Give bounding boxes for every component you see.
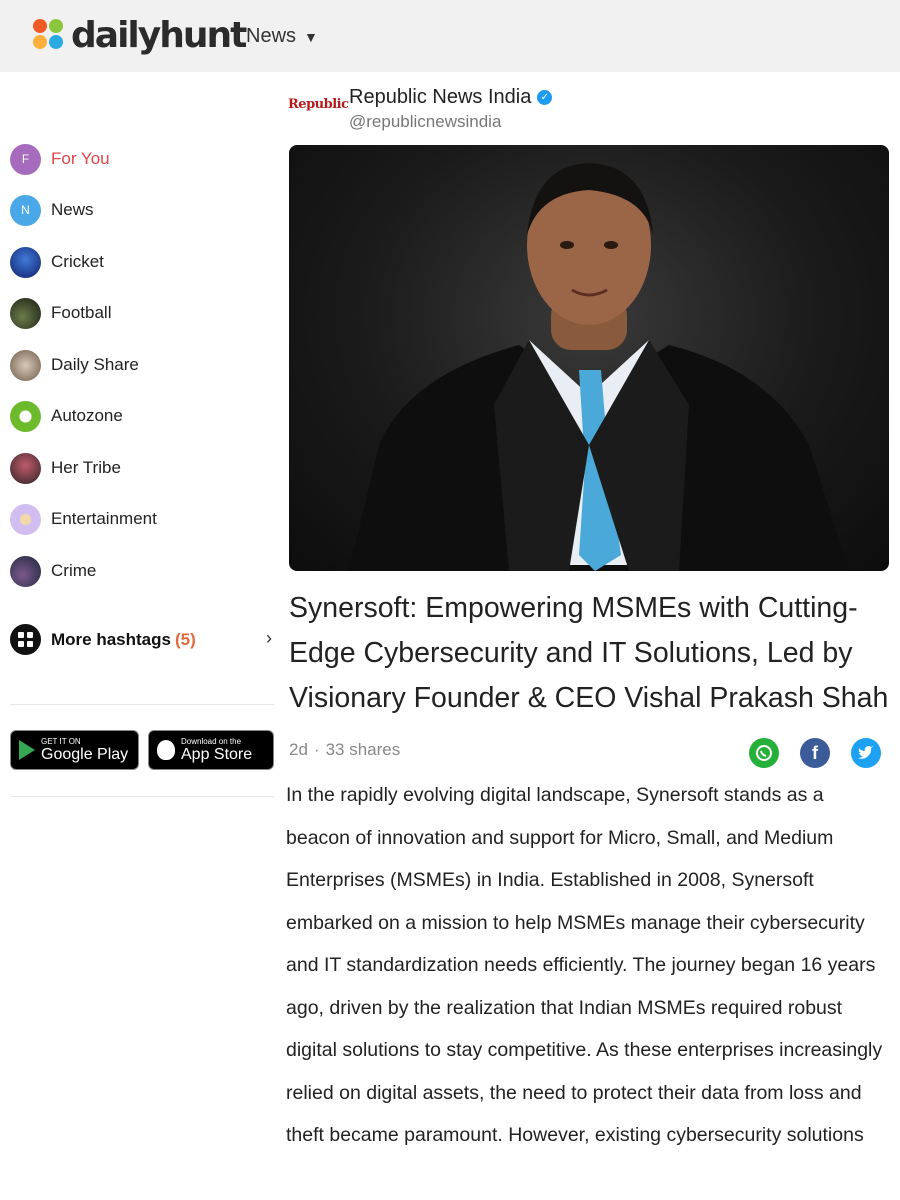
publisher-name-text: Republic News India <box>349 86 532 108</box>
twitter-share-button[interactable] <box>851 738 881 768</box>
entertainment-icon <box>10 504 41 535</box>
sidebar-item-label: Football <box>51 303 112 322</box>
google-play-small: GET IT ON <box>41 736 81 746</box>
sidebar-item-autozone[interactable] <box>10 399 123 433</box>
facebook-icon: f <box>812 742 818 763</box>
more-hashtags-count: (5) <box>174 629 196 649</box>
football-icon <box>10 298 41 329</box>
app-store-button[interactable] <box>148 730 274 770</box>
whatsapp-share-button[interactable] <box>749 738 779 768</box>
chevron-right-icon[interactable]: › <box>266 628 272 648</box>
sidebar-item-label: Entertainment <box>51 509 157 528</box>
google-play-icon <box>19 740 35 760</box>
sidebar-item-football[interactable] <box>10 296 111 330</box>
sidebar-item-her-tribe[interactable] <box>10 451 121 485</box>
cricket-icon <box>10 247 41 278</box>
dailyhunt-logo[interactable] <box>33 14 245 58</box>
article-age: 2d <box>289 740 308 759</box>
sidebar-item-label: Autozone <box>51 406 123 425</box>
divider <box>10 704 274 705</box>
caret-down-icon: ▼ <box>304 28 318 45</box>
sidebar-item-for-you[interactable] <box>10 142 110 176</box>
sidebar-item-crime[interactable] <box>10 554 96 588</box>
article-shares: 33 shares <box>325 740 401 759</box>
sidebar-item-label: News <box>51 200 94 219</box>
sidebar-item-label: For You <box>51 149 110 168</box>
grid-icon <box>10 624 41 655</box>
article-hero-image <box>289 145 889 571</box>
more-hashtags-button[interactable] <box>10 624 196 655</box>
logo-text: dailyhunt <box>71 15 246 56</box>
publisher-logo[interactable]: Republic <box>288 97 349 112</box>
verified-icon: ✓ <box>537 90 552 105</box>
for-you-icon: F <box>10 144 41 175</box>
app-store-small: Download on the <box>181 736 242 746</box>
article-meta: 2d · 33 shares <box>289 740 401 759</box>
google-play-button[interactable] <box>10 730 139 770</box>
news-icon: N <box>10 195 41 226</box>
more-hashtags-label: More hashtags <box>51 629 171 649</box>
facebook-share-button[interactable] <box>800 738 830 768</box>
news-dropdown-label: News <box>246 25 297 47</box>
sidebar-item-cricket[interactable] <box>10 245 104 279</box>
publisher-handle: @republicnewsindia <box>349 112 502 131</box>
whatsapp-icon <box>755 744 773 762</box>
google-play-big: Google Play <box>41 745 129 763</box>
crime-icon <box>10 556 41 587</box>
sidebar-item-label: Her Tribe <box>51 458 121 477</box>
daily-share-icon <box>10 350 41 381</box>
apple-icon <box>157 740 175 760</box>
sidebar-item-news[interactable] <box>10 193 94 227</box>
twitter-icon <box>857 745 875 761</box>
autozone-icon <box>10 401 41 432</box>
news-dropdown[interactable] <box>246 25 318 48</box>
sidebar <box>0 72 280 1200</box>
top-bar <box>0 0 900 72</box>
sidebar-item-label: Daily Share <box>51 355 139 374</box>
sidebar-item-label: Crime <box>51 561 97 580</box>
app-store-big: App Store <box>181 745 253 763</box>
publisher-name[interactable] <box>349 86 552 109</box>
sidebar-item-daily-share[interactable] <box>10 348 139 382</box>
her-tribe-icon <box>10 453 41 484</box>
article-body: In the rapidly evolving digital landscape, Synersoft stands as a beacon of innovation and support for Micro, Small, and Medium Enterprises (MSMEs) in India. Established in 2008, Synersoft embarked on a mission to help MSMEs manage their cybersecurity and IT standardization needs efficiently. The journey began 16 years ago, driven by the realization that Indian MSMEs required robust digital solutions to stay competitive. As these enterprises increasingly relied on digital assets, the need to protect their data from loss and theft became paramount. However, existing cybersecurity solutions <box>286 784 883 1146</box>
divider <box>10 796 274 797</box>
sidebar-item-label: Cricket <box>51 252 104 271</box>
article-headline[interactable]: Synersoft: Empowering MSMEs with Cutting-Edge Cybersecurity and IT Solutions, Led by Visionary Founder & CEO Vishal Prakash Shah <box>289 592 889 714</box>
sidebar-item-entertainment[interactable] <box>10 502 157 536</box>
logo-icon <box>33 19 67 53</box>
